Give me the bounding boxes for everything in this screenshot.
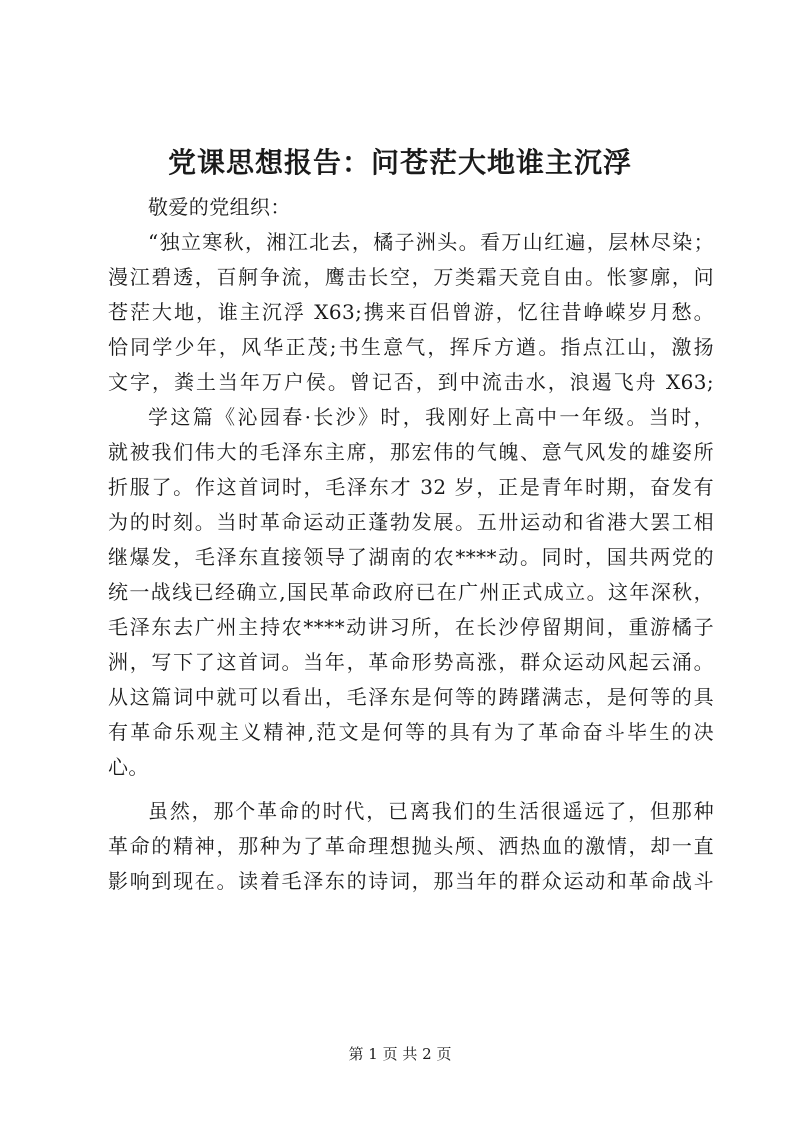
paragraph-line: 苍茫大地，谁主沉浮 X63;携来百侣曾游，忆往昔峥嵘岁月愁。 xyxy=(108,300,714,324)
paragraph-line: 继爆发，毛泽东直接领导了湖南的农****动。同时，国共两党的 xyxy=(108,545,714,569)
paragraph-line: 洲，写下了这首词。当年，革命形势高涨，群众运动风起云涌。 xyxy=(108,650,714,674)
paragraph-line: 毛泽东去广州主持农****动讲习所，在长沙停留期间，重游橘子 xyxy=(108,615,714,639)
document-title: 党课思想报告：问苍茫大地谁主沉浮 xyxy=(167,146,632,179)
document-body xyxy=(108,190,714,899)
paragraph-line: “独立寒秋，湘江北去，橘子洲头。看万山红遍，层林尽染； xyxy=(148,230,714,254)
paragraph-line: 影响到现在。读着毛泽东的诗词，那当年的群众运动和革命战斗 xyxy=(108,869,714,893)
paragraph-line: 为的时刻。当时革命运动正蓬勃发展。五卅运动和省港大罢工相 xyxy=(108,510,714,534)
paragraph-line: 心。 xyxy=(108,755,149,779)
paragraph-line: 统一战线已经确立,国民革命政府已在广州正式成立。这年深秋， xyxy=(108,580,714,604)
paragraph-line: 虽然，那个革命的时代，已离我们的生活很遥远了，但那种 xyxy=(148,799,714,823)
page-number-footer: 第 1 页 共 2 页 xyxy=(348,1045,452,1063)
paragraph-line: 恰同学少年，风华正茂;书生意气，挥斥方遒。指点江山，激扬 xyxy=(108,335,714,359)
paragraph-line: 就被我们伟大的毛泽东主席，那宏伟的气魄、意气风发的雄姿所 xyxy=(108,440,714,464)
paragraph-line: 有革命乐观主义精神,范文是何等的具有为了革命奋斗毕生的决 xyxy=(108,720,714,744)
paragraph-line: 从这篇词中就可以看出，毛泽东是何等的踌躇满志，是何等的具 xyxy=(108,685,714,709)
paragraph-spacer xyxy=(108,785,714,794)
paragraph-2 xyxy=(108,400,714,785)
paragraph-line: 文字，粪土当年万户侯。曾记否，到中流击水，浪遏飞舟 X63; xyxy=(108,370,714,394)
paragraph-3 xyxy=(108,794,714,899)
paragraph-line: 学这篇《沁园春·长沙》时，我刚好上高中一年级。当时， xyxy=(148,405,714,429)
salutation: 敬爱的党组织： xyxy=(148,195,291,219)
paragraph-line: 革命的精神，那种为了革命理想抛头颅、洒热血的激情，却一直 xyxy=(108,834,714,858)
paragraph-line: 折服了。作这首词时，毛泽东才 32 岁，正是青年时期，奋发有 xyxy=(108,475,714,499)
paragraph-1 xyxy=(108,225,714,400)
paragraph-line: 漫江碧透，百舸争流，鹰击长空，万类霜天竞自由。怅寥廓，问 xyxy=(108,265,714,289)
